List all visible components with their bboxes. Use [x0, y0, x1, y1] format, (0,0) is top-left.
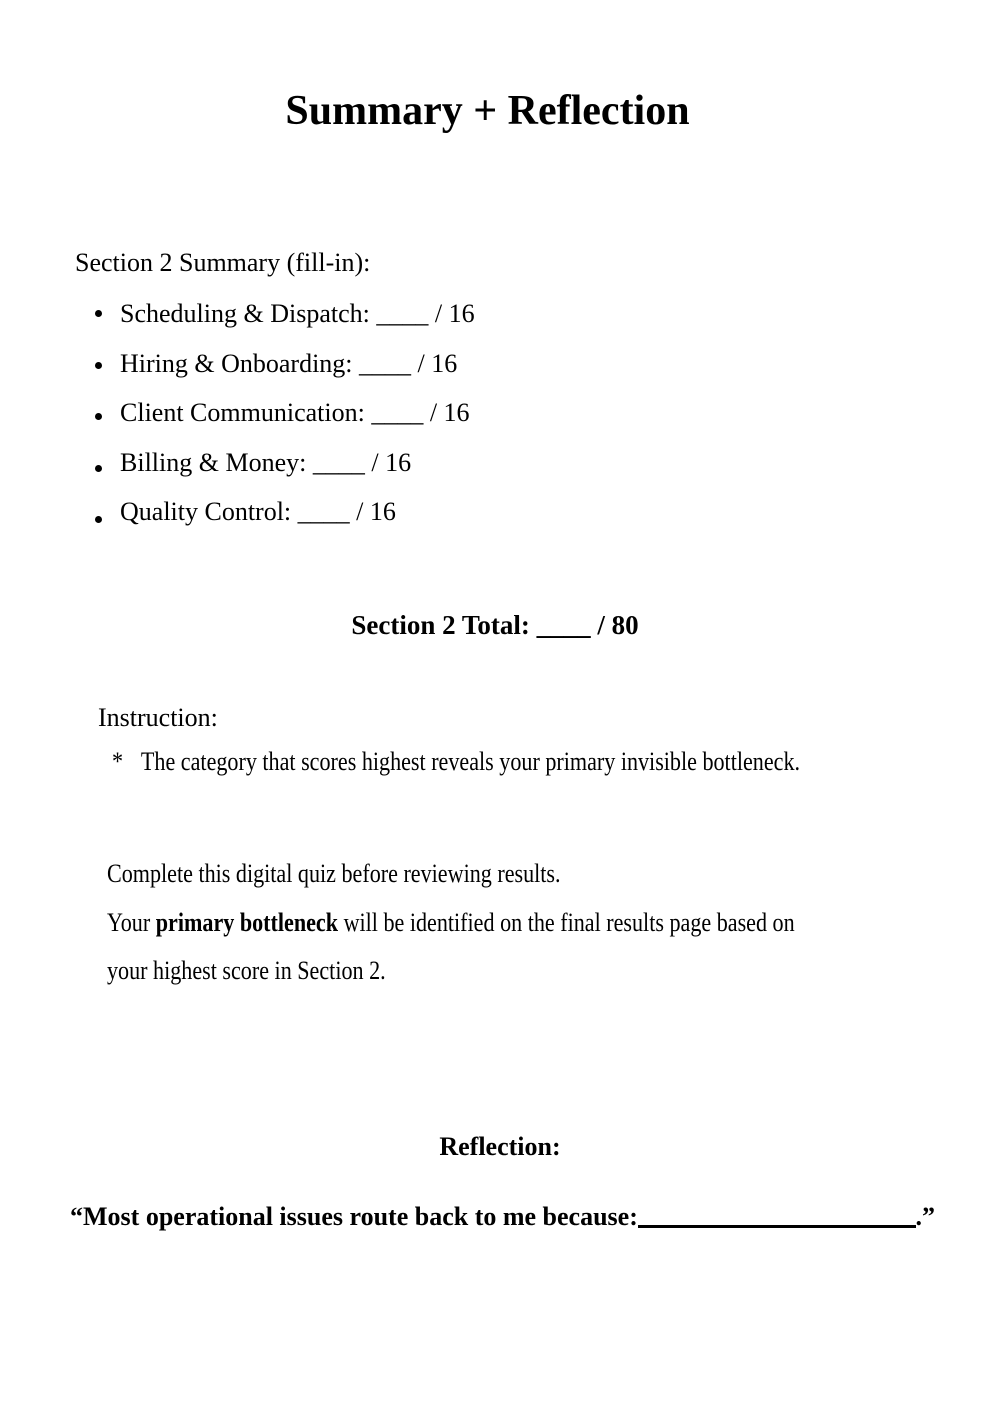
summary-heading: Section 2 Summary (fill-in): — [75, 248, 371, 277]
note-line-2-suffix: will be identified on the final results page based on — [343, 907, 795, 937]
list-item-quality-control — [120, 498, 475, 525]
item-score-blank: ____ — [312, 447, 365, 477]
asterisk-marker: * — [112, 747, 124, 776]
page-title: Summary + Reflection — [285, 88, 690, 134]
item-score-blank: ____ — [371, 398, 424, 427]
note-line-2 — [107, 899, 795, 948]
item-max-score: / 16 — [417, 348, 458, 378]
note-block — [107, 850, 916, 996]
instruction-heading: Instruction: — [98, 703, 218, 732]
item-label: Quality Control: — [120, 497, 292, 526]
item-label: Billing & Money: — [120, 447, 307, 477]
total-score-blank: ____ — [536, 610, 591, 640]
item-max-score: / 16 — [356, 497, 396, 526]
reflection-heading: Reflection: — [439, 1132, 561, 1161]
item-max-score: / 16 — [429, 398, 470, 427]
quote-prefix: “Most operational issues route back to me because: — [70, 1202, 638, 1231]
list-item-billing-money — [120, 449, 475, 476]
item-score-blank: ____ — [376, 299, 429, 328]
instruction-item — [112, 748, 800, 775]
item-score-blank: ____ — [359, 348, 412, 378]
item-label: Client Communication: — [120, 398, 365, 427]
list-item-scheduling-dispatch — [120, 300, 475, 327]
item-max-score: / 16 — [371, 447, 412, 477]
note-line-2-prefix: Your — [107, 907, 151, 937]
item-label: Scheduling & Dispatch: — [120, 299, 370, 328]
item-label: Hiring & Onboarding: — [120, 348, 353, 378]
note-line-3: your highest score in Section 2. — [107, 956, 386, 985]
section-total-line — [0, 611, 990, 639]
list-item-hiring-onboarding — [120, 350, 475, 377]
list-item-client-communication — [120, 399, 475, 426]
reflection-blank-line — [638, 1203, 916, 1228]
summary-list — [120, 300, 475, 548]
note-line-2-bold: primary bottleneck — [155, 907, 339, 937]
note-line-1: Complete this digital quiz before reviewing results. — [107, 859, 561, 888]
instruction-text: The category that scores highest reveals your primary invisible bottleneck. — [140, 747, 801, 776]
quote-suffix: .” — [915, 1202, 935, 1231]
item-max-score: / 16 — [434, 299, 475, 328]
total-max-score: / 80 — [597, 610, 639, 640]
item-score-blank: ____ — [297, 497, 350, 526]
reflection-quote — [70, 1203, 935, 1231]
total-label: Section 2 Total: — [351, 610, 530, 640]
